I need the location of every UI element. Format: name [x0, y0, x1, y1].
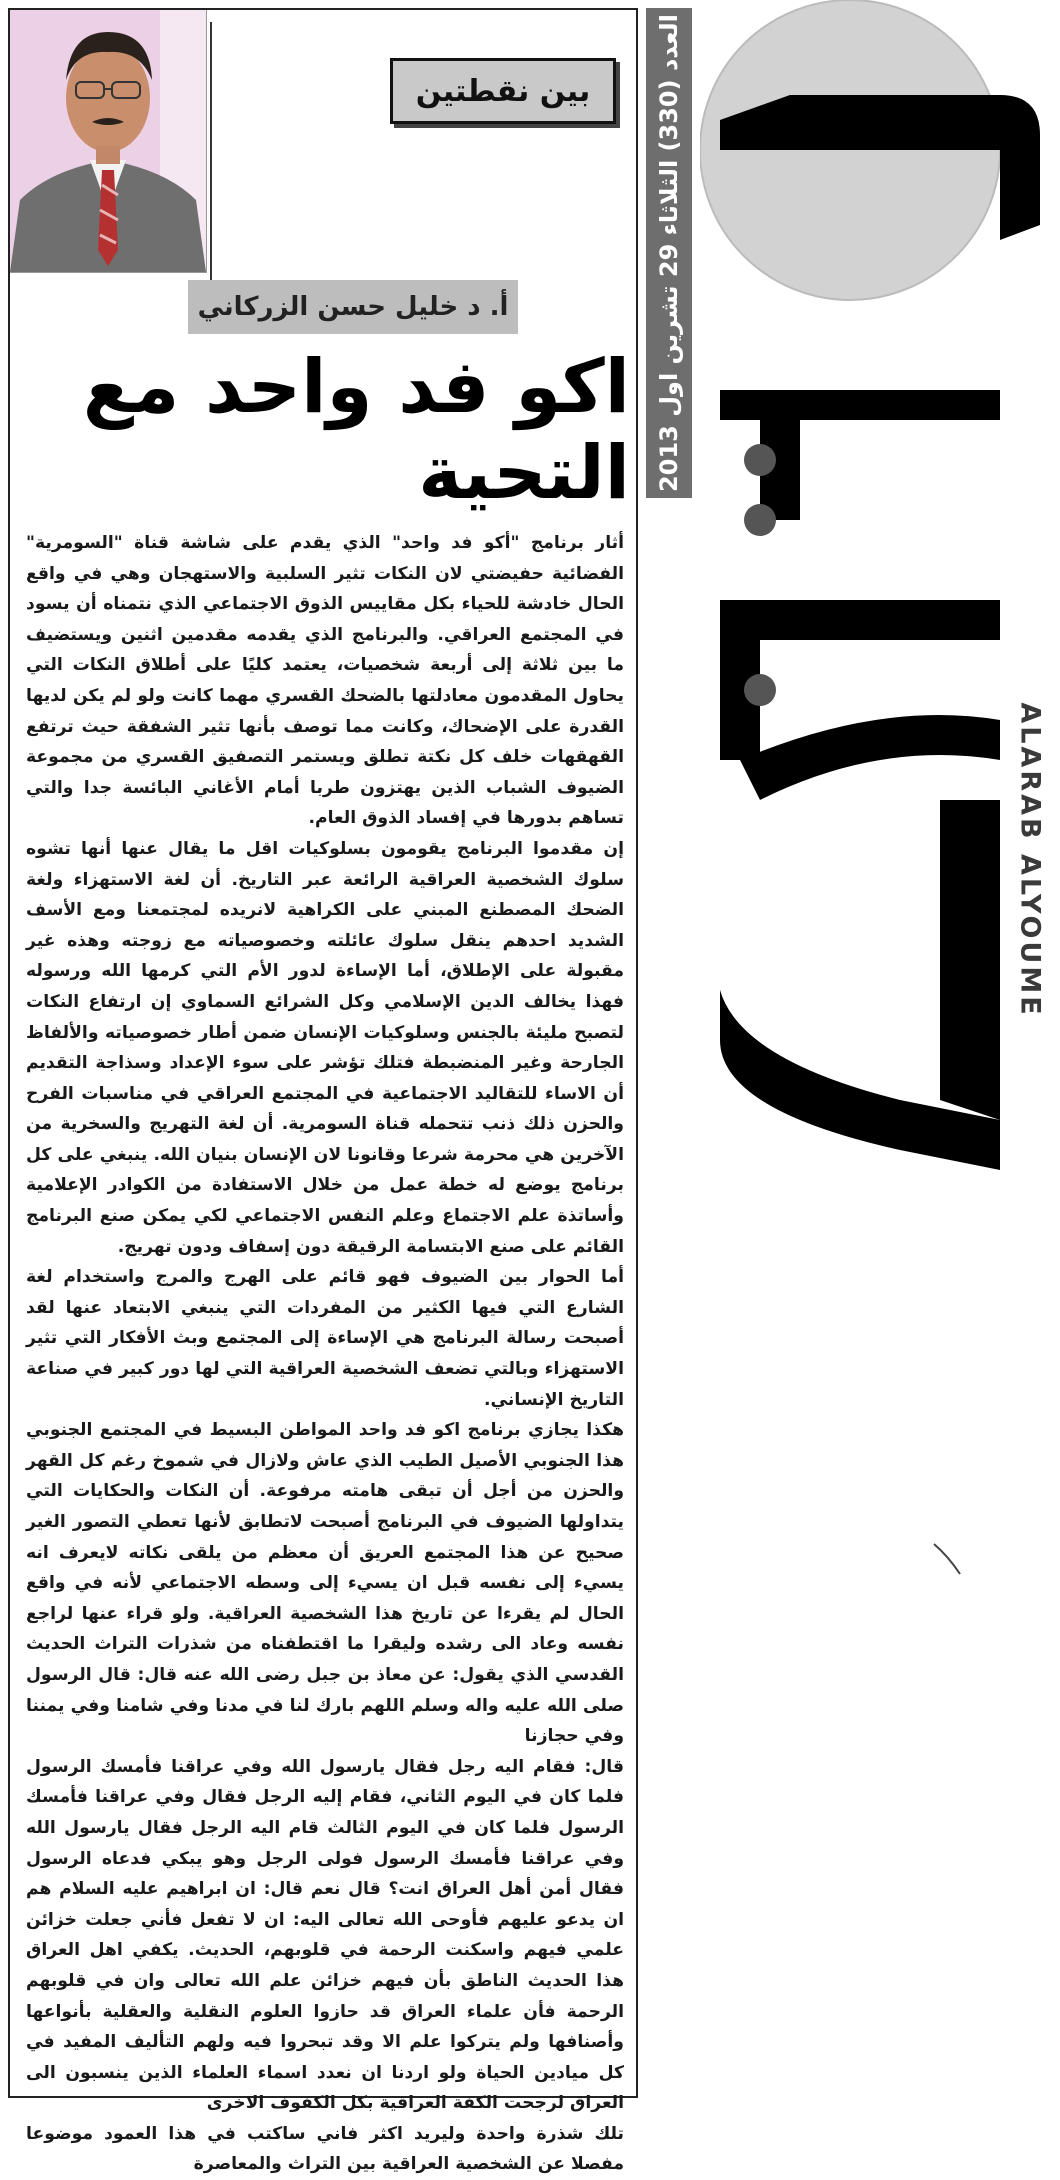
paragraph: أما الحوار بين الضيوف فهو قائم على الهرج والمرج واستخدام لغة الشارع التي فيها الكثير من المفردات التي ينبغي الابتعاد عنها لقد أصبحت رسالة البرنامج هي الإساءة إلى المجتمع وبث الأفكار التي تثير الاستهزاء وبالتي تضعف الشخصية العراقية التي لها دور كبير في صناعة التاريخ الإنساني. — [26, 1267, 624, 1410]
issue-dateline — [646, 8, 692, 498]
article-body — [26, 528, 624, 2175]
paragraph: قال: فقام اليه رجل فقال يارسول الله وفي عراقنا فأمسك الرسول فلما كان في اليوم الثاني، فقام إليه الرجل فقال وفي عراقنا فأمسك الرسول فلما كان في اليوم الثالث قام اليه الرجل فقال يارسول الله وفي عراقنا فأمسك الرسول فولى الرجل وهو يبكي فدعاه الرسول فقال أمن أهل العراق انت؟ قال نعم قال: ان ابراهيم عليه السلام هم ان يدعو عليهم فأوحى الله تعالى اليه: ان لا تفعل فأني جعلت خزائن علمي فيهم واسكنت الرحمة في قلوبهم، الحديث. يكفي اهل العراق هذا الحديث الناطق بأن فيهم خزائن علم الله تعالى وان في قلوبهم الرحمة فأن علماء العراق قد حازوا العلوم النقلية والعقلية بأنواعها وأصنافها ولم يتركوا علم الا وقد تبحروا فيه ولهم التأليف المفيد في كل ميادين الحياة ولو اردنا ان نعدد اسماء العلماء الذين ينسبون الى العراق لرجحت الكفة العراقية بكل الكفوف الاخرى — [26, 1756, 624, 2114]
masthead-latin-name — [1010, 690, 1050, 1030]
author-byline: أ. د خليل حسن الزركاني — [188, 280, 518, 334]
article-headline: اكو فد واحد مع التحية — [82, 344, 630, 516]
paragraph: تلك شذرة واحدة وليريد اكثر فاني ساكتب في هذا العمود موضوعا مفصلا عن الشخصية العراقية بين التراث والمعاصرة — [26, 2123, 624, 2175]
newspaper-clipping — [8, 8, 638, 2175]
issue-dateline-text: العدد (330) الثلاثاء 29 تشرين اول 2013 — [655, 14, 683, 492]
author-photo — [10, 10, 207, 273]
paragraph: إن مقدموا البرنامج يقومون بسلوكيات اقل ما يقال عنها أنها تشوه سلوك الشخصية العراقية الرائعة عبر التاريخ. أن لغة الاستهزاء ولغة الضحك المصطنع المبني على الكراهية لانريده لمجتمعنا ومع الأسف الشديد احدهم ينقل سلوك عائلته وخصوصياته مع زوجته وهذه غير مقبولة على الإطلاق، أما الإساءة لدور الأم التي كرمها الله ورسوله فهذا يخالف الدين الإسلامي وكل الشرائع السماوي إن ارتفاع النكات لتصبح مليئة بالجنس وسلوكيات الإنسان ضمن أطار خصوصياته والألفاظ الجارحة وغير المنضبطة فتلك تؤشر على سوء الإعداد وسذاجة التقديم أن الاساء للتقاليد الاجتماعية في المجتمع العراقي في مناسبات الفرح والحزن ذلك ذنب تتحمله قناة السومرية. أن لغة التهريج والسخرية من الآخرين هي محرمة شرعا وقانونا لان الإنسان بنيان الله. ينبغي على كل برنامج يوضع له خطة عمل من خلال الاستفادة من الكوادر الإعلامية وأساتذة علم الاجتماع وعلم النفس الاجتماعي لكي يمكن صنع البرنامج القائم على صنع الابتسامة الرقيقة دون إسفاف ودون تهريج. — [26, 838, 624, 1257]
masthead-latin-text: ALARAB ALYOUME — [1014, 702, 1046, 1018]
newspaper-logo — [700, 0, 1060, 1200]
column-tag: بين نقطتين — [390, 58, 616, 124]
pen-mark-icon — [930, 1540, 970, 1580]
paragraph: أثار برنامج "أكو فد واحد" الذي يقدم على شاشة قناة "السومرية" الفضائية حفيضتي لان النكات تثير السلبية والاستهجان وهي في واقع الحال خادشة للحياء بكل مقاييس الذوق الاجتماعي الذي نتمناه أن يسود في المجتمع العراقي. والبرنامج الذي يقدمه مقدمين اثنين ويستضيف ما بين ثلاثة إلى أربعة شخصيات، يعتمد كليًا على أطلاق النكات التي يحاول المقدمون معادلتها بالضحك القسري مهما كانت ولو لم يكن لديها القدرة على الإضحاك، وكانت مما توصف بأنها تثير الشفقة حيث ترتفع القهقهات خلف كل نكتة تطلق ويستمر التصفيق القسري من مجموعة الضيوف الشباب الذين يهتزون طربا أمام الأغاني البائسة جدا والتي تساهم بدورها في إفساد الذوق العام. — [26, 533, 624, 829]
paragraph: هكذا يجازي برنامج اكو فد واحد المواطن البسيط في المجتمع الجنوبي هذا الجنوبي الأصيل الطيب الذي عاش ولازال في شموخ رغم كل القهر والحزن من أجل أن تبقى هامته مرفوعة. أن النكات والحكايات التي يتداولها الضيوف في البرنامج أصبحت لاتطابق لأنها تعطي التصور الغير صحيح عن هذا المجتمع العريق أن معظم من يلقى نكاته لايعرف انه يسيء إلى نفسه قبل ان يسيء إلى وسطه الاجتماعي لأنه في واقع الحال لم يقرءا عن تاريخ هذا الشخصية العراقية. ولو قراء عنها لراجع نفسه وعاد الى رشده وليقرا ما اقتطفناه من شذرات التراث الحديث القدسي الذي يقول: عن معاذ بن جبل رضى الله عنه قال: قال الرسول صلى الله عليه واله وسلم اللهم بارك لنا في مدنا وفي شامنا وفي يمننا وفي حجازنا — [26, 1420, 624, 1747]
